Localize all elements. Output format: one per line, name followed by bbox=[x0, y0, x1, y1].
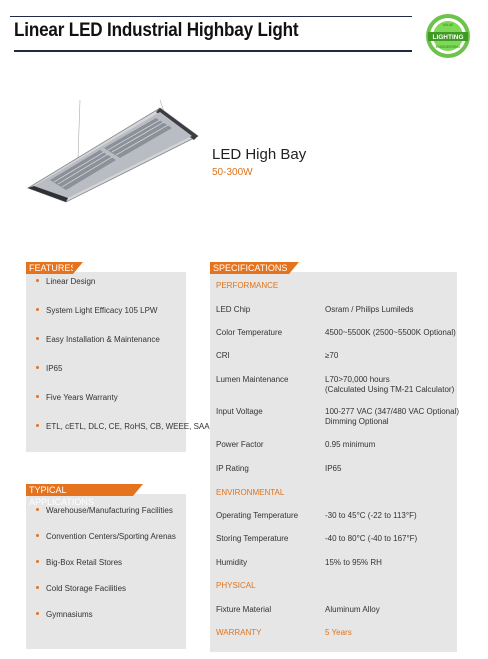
header-top-rule bbox=[10, 16, 412, 17]
feature-item: System Light Efficacy 105 LPW bbox=[36, 306, 157, 315]
svg-text:ENGINEERING: ENGINEERING bbox=[435, 45, 461, 49]
header-rule bbox=[14, 50, 412, 52]
feature-item: ETL, cETL, DLC, CE, RoHS, CB, WEEE, SAA bbox=[36, 422, 210, 431]
physical-heading: PHYSICAL bbox=[216, 581, 256, 590]
bullet-icon bbox=[36, 337, 39, 340]
bullet-icon bbox=[36, 560, 39, 563]
bullet-icon bbox=[36, 366, 39, 369]
feature-item: Easy Installation & Maintenance bbox=[36, 335, 160, 344]
application-item: Gymnasiums bbox=[36, 610, 93, 619]
bullet-icon bbox=[36, 612, 39, 615]
feature-item: Linear Design bbox=[36, 277, 95, 286]
specifications-heading: SPECIFICATIONS bbox=[210, 262, 289, 274]
bullet-icon bbox=[36, 395, 39, 398]
application-item: Big-Box Retail Stores bbox=[36, 558, 122, 567]
application-item: Cold Storage Facilities bbox=[36, 584, 126, 593]
svg-text:VALUE: VALUE bbox=[442, 23, 454, 27]
applications-panel bbox=[26, 494, 186, 649]
feature-item: Five Years Warranty bbox=[36, 393, 118, 402]
lighting-badge-logo bbox=[424, 12, 472, 60]
bullet-icon bbox=[36, 534, 39, 537]
bullet-icon bbox=[36, 308, 39, 311]
application-item: Warehouse/Manufacturing Facilities bbox=[36, 506, 173, 515]
bullet-icon bbox=[36, 279, 39, 282]
bullet-icon bbox=[36, 586, 39, 589]
features-heading: FEATURES bbox=[26, 262, 73, 274]
bullet-icon bbox=[36, 424, 39, 427]
bullet-icon bbox=[36, 508, 39, 511]
product-wattage-range: 50-300W bbox=[212, 167, 253, 178]
page-title: Linear LED Industrial Highbay Light bbox=[14, 20, 299, 41]
specifications-panel: PERFORMANCE LED Chip Osram / Philips Lumileds Color Temperature 4500~5500K (2500~5500K Optional) CRI ≥70 Lumen Maintenance L70>70,000 hours (Calculated Using TM-21 Calculator) Input Voltage 100-277 VAC (347/480 VAC Optional) Dimming Optional Power Factor 0.95 minimum IP Rating IP65 ENVIRONMENTAL Operating Temperature -30 to 45°C (-22 to 113°F) Storing Temperature -40 to 80°C (-40 to 167°F) Humidity 15% to 95% RH PHYSICAL Fixture Material Aluminum Alloy WARRANTY 5 Years bbox=[210, 272, 457, 652]
application-item: Convention Centers/Sporting Arenas bbox=[36, 532, 176, 541]
applications-heading: TYPICAL APPLICATIONS bbox=[26, 484, 133, 496]
features-panel bbox=[26, 272, 210, 452]
product-name: LED High Bay bbox=[212, 146, 307, 163]
environmental-heading: ENVIRONMENTAL bbox=[216, 488, 285, 497]
highbay-light-image bbox=[20, 100, 200, 205]
svg-text:LIGHTING: LIGHTING bbox=[432, 34, 464, 41]
performance-heading: PERFORMANCE bbox=[216, 281, 279, 290]
feature-item: IP65 bbox=[36, 364, 62, 373]
